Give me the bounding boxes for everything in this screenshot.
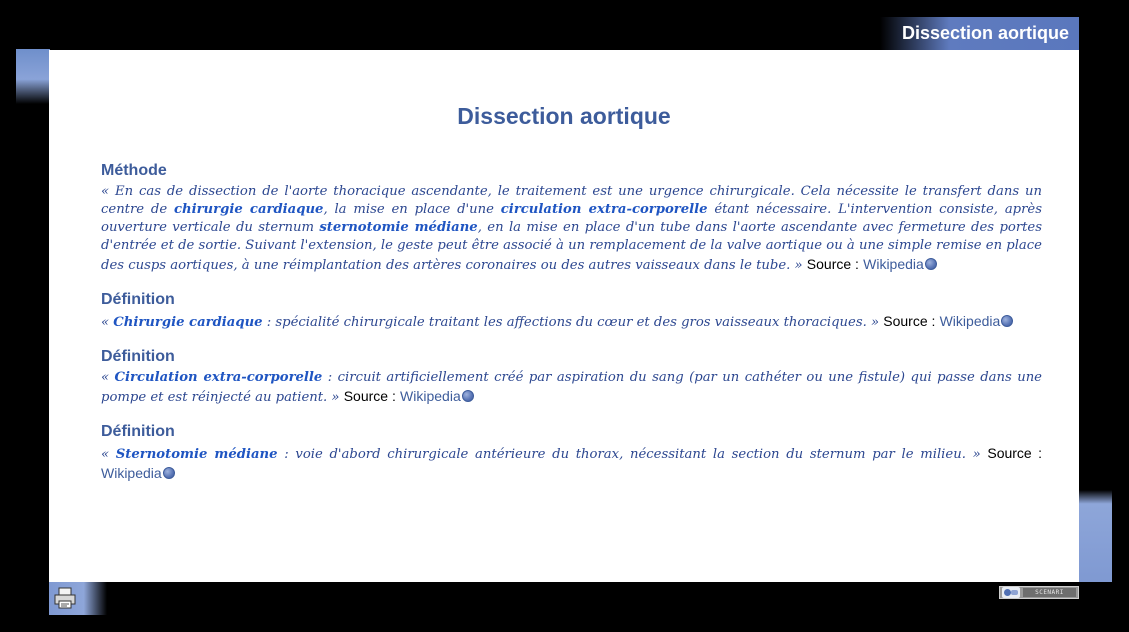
section-definition-sternotomie [101,423,1042,484]
text-fragment: « [101,370,115,385]
section-definition-circulation [101,348,1042,407]
text-fragment: : circuit artificiellement créé par aspiration du sang (par un cathéter ou une fistule) qui passe dans une pompe et est réinjecté au patient. » [101,370,1042,405]
globe-icon [925,258,937,270]
source-link-wikipedia[interactable]: Wikipedia [400,388,461,404]
text-fragment: : spécialité chirurgicale traitant les affections du cœur et des gros vaisseaux thoraciques. » [262,315,880,330]
section-title: Définition [101,423,175,440]
text-fragment: « En cas de dissection de l'aorte thoracique ascendante, le traitement est une urgence chirurgicale. Cela nécessite le transfert dans un centre de [101,184,1042,217]
section-title: Méthode [101,162,167,179]
source-label: Source : [987,445,1042,461]
text-fragment: « [101,447,116,462]
term-chirurgie-cardiaque[interactable]: chirurgie cardiaque [173,202,324,217]
text-fragment: : voie d'abord chirurgicale antérieure du thorax, nécessitant la section du sternum par le milieu. » [277,447,981,462]
section-text [101,369,1042,407]
globe-icon [1001,315,1013,327]
header-title: Dissection aortique [901,23,1069,43]
decorative-gradient-right [1079,490,1112,582]
section-definition-chirurgie [101,291,1042,332]
scenari-badge[interactable] [999,586,1079,599]
term-circulation-extra-corporelle[interactable]: circulation extra-corporelle [500,202,708,217]
term-sternotomie-mediane[interactable]: sternotomie médiane [319,220,478,235]
source-label: Source : [343,388,396,404]
page-title: Dissection aortique [457,103,671,129]
text-fragment: « [101,315,114,330]
scenari-logo-icon [1002,587,1020,598]
section-text [101,444,1042,484]
section-methode [101,162,1042,275]
globe-icon [462,390,474,402]
content-body [101,162,1042,500]
section-title: Définition [101,348,175,365]
decorative-gradient-top-left [16,49,50,104]
text-fragment: , la mise en place d'une [323,202,501,217]
section-text [101,312,1042,332]
printer-icon [52,586,78,610]
term-sternotomie-mediane: Sternotomie médiane [115,447,278,462]
source-label: Source : [883,313,936,329]
header-title-tab [880,17,1079,50]
text-fragment: , en la mise en place d'un tube dans l'aorte ascendante avec fermeture des portes d'entrée et de sortie. Suivant l'extension, le geste peut être associé à un remplacement de la valve aortique ou à une simple remise en place des cusps aortiques, à une réimplantation des artères coronaires ou des autres vaisseaux dans le tube. » [101,220,1043,273]
globe-icon [163,467,175,479]
section-text [101,183,1042,275]
section-title: Définition [101,291,175,308]
print-button[interactable] [52,586,78,610]
source-link-wikipedia[interactable]: Wikipedia [863,256,924,272]
content-page [49,50,1079,582]
term-circulation-extra-corporelle: Circulation extra-corporelle [114,370,323,385]
source-label: Source : [806,256,859,272]
scenari-badge-text: SCENARI [1023,588,1076,597]
source-link-wikipedia[interactable]: Wikipedia [101,465,162,481]
source-link-wikipedia[interactable]: Wikipedia [939,313,1001,329]
term-chirurgie-cardiaque: Chirurgie cardiaque [113,315,263,330]
text-fragment: étant nécessaire. L'intervention consiste, après ouverture verticale du sternum [101,202,1042,235]
